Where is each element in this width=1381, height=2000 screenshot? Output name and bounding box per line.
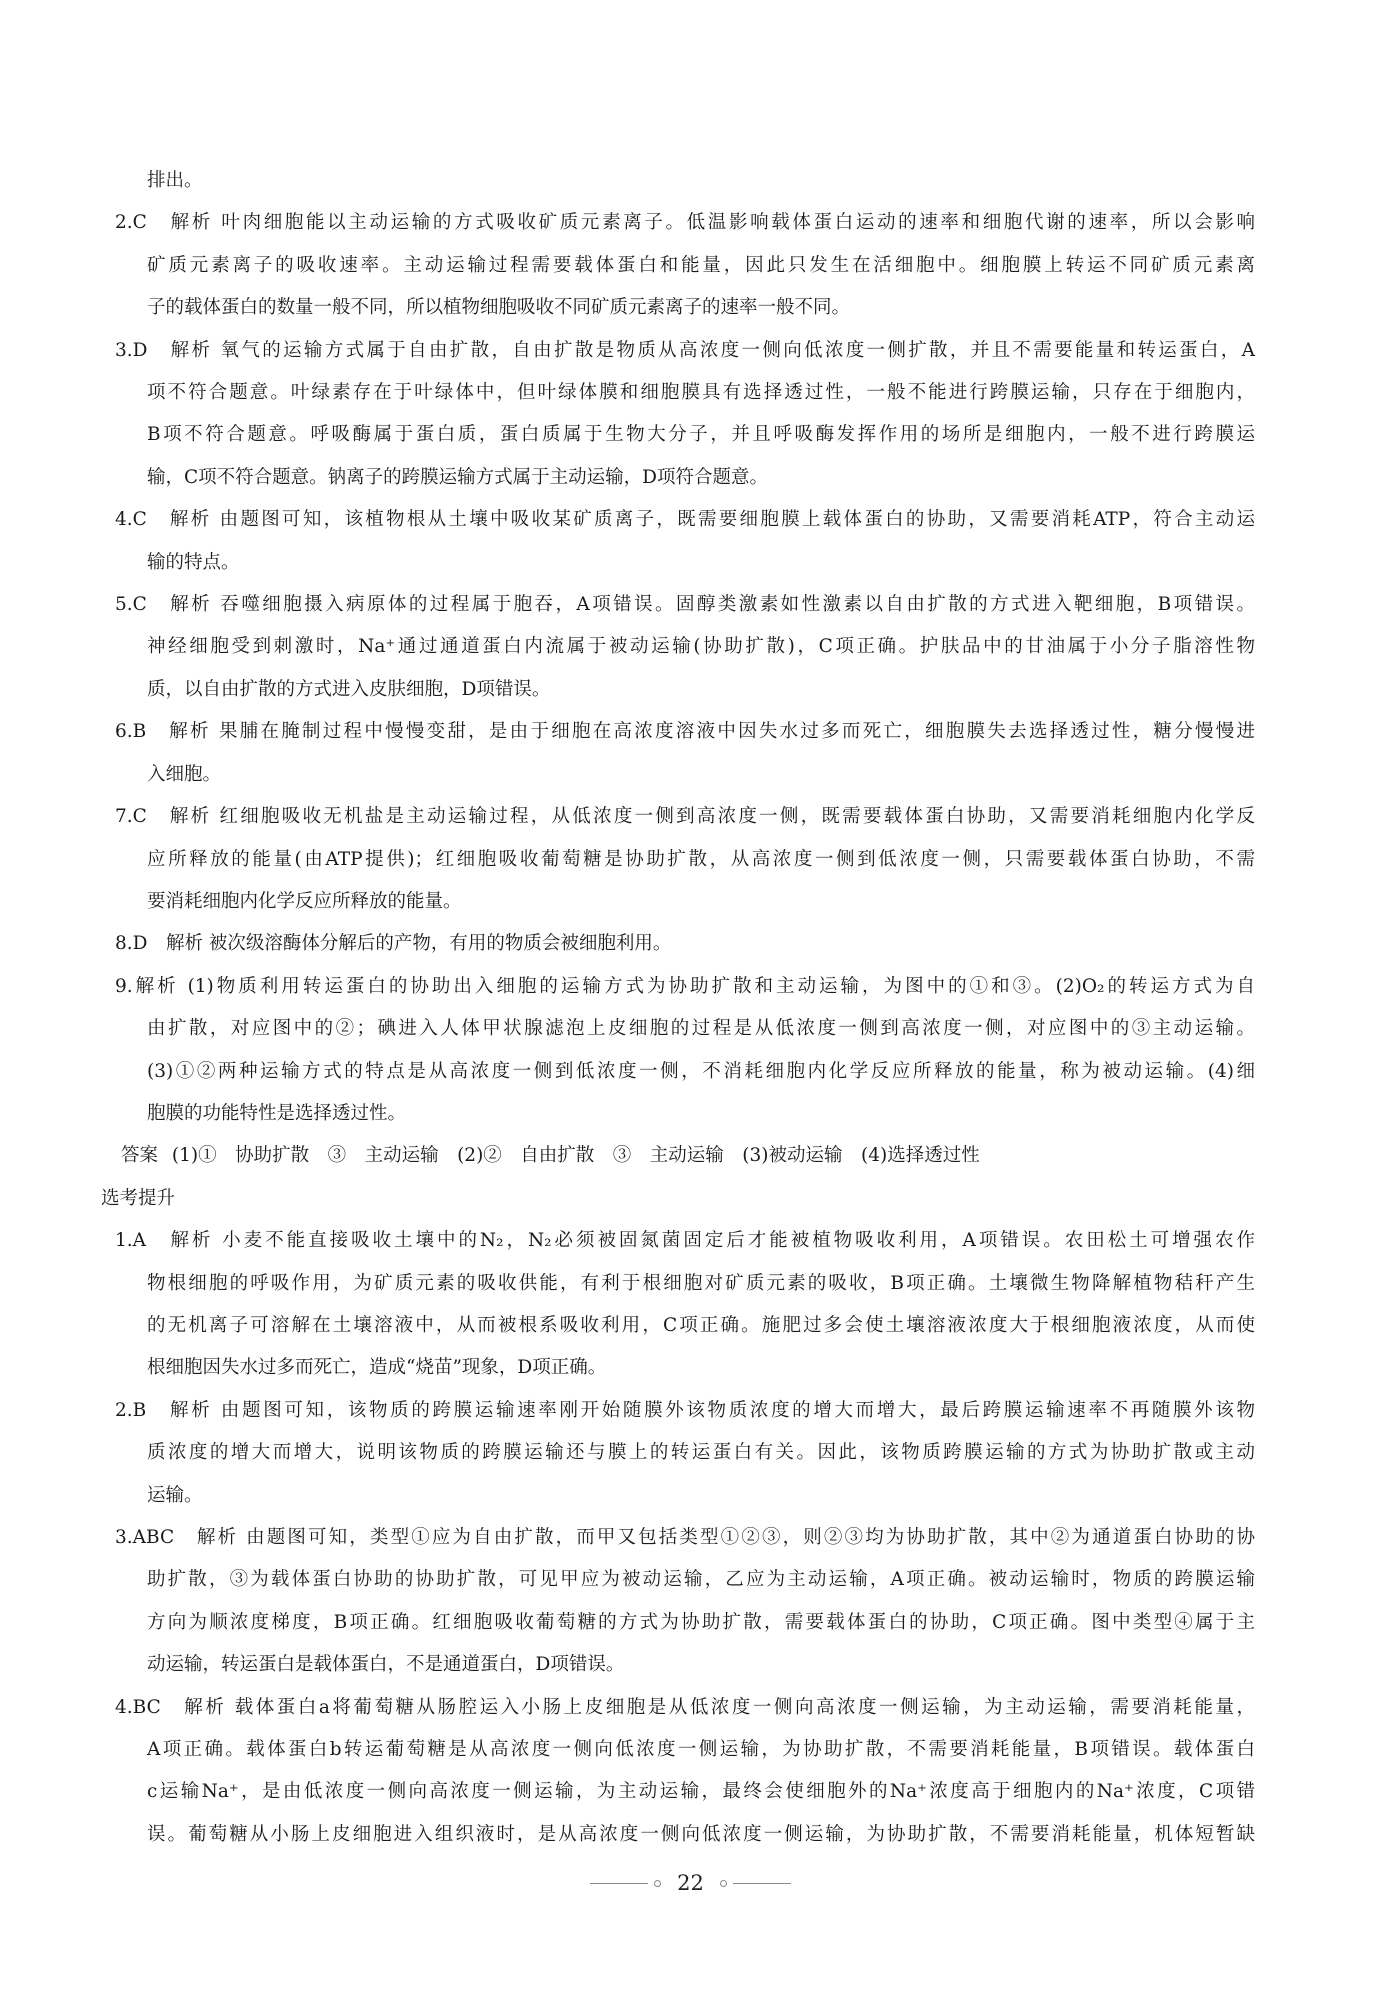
text-line: 项不符合题意。叶绿素存在于叶绿体中，但叶绿体膜和细胞膜具有选择透过性，一般不能进行跨膜运输，只存在于细胞内， xyxy=(147,382,1255,404)
text-line: 助扩散，③为载体蛋白协助的协助扩散，可见甲应为被动运输，乙应为主动运输，A项正确。被动运输时，物质的跨膜运输 xyxy=(147,1569,1255,1591)
text-line: (3)①②两种运输方式的特点是从高浓度一侧到低浓度一侧，不消耗细胞内化学反应所释放的能量，称为被动运输。(4)细 xyxy=(147,1060,1255,1082)
footer-ornament-left xyxy=(590,1880,661,1887)
text-line: 9.解析 (1)物质利用转运蛋白的协助出入细胞的运输方式为协助扩散和主动运输，为图中的①和③。(2)O₂的转运方式为自 xyxy=(115,975,1255,997)
text-line: 输，C项不符合题意。钠离子的跨膜运输方式属于主动运输，D项符合题意。 xyxy=(147,466,768,488)
text-line: A项正确。载体蛋白b转运葡萄糖是从高浓度一侧向低浓度一侧运输，为协助扩散，不需要消耗能量，B项错误。载体蛋白 xyxy=(147,1739,1255,1761)
footer-ornament-right xyxy=(720,1880,791,1887)
text-line: 4.C 解析 由题图可知，该植物根从土壤中吸收某矿质离子，既需要细胞膜上载体蛋白的协助，又需要消耗ATP，符合主动运 xyxy=(115,509,1255,531)
text-line: 3.ABC 解析 由题图可知，类型①应为自由扩散，而甲又包括类型①②③，则②③均为协助扩散，其中②为通道蛋白协助的协 xyxy=(115,1527,1255,1548)
text-line: 3.D 解析 氧气的运输方式属于自由扩散，自由扩散是物质从高浓度一侧向低浓度一侧扩散，并且不需要能量和转运蛋白，A xyxy=(115,339,1255,361)
text-line: 神经细胞受到刺激时，Na⁺通过通道蛋白内流属于被动运输(协助扩散)，C项正确。护肤品中的甘油属于小分子脂溶性物 xyxy=(147,636,1255,658)
text-line: 的无机离子可溶解在土壤溶液中，从而被根系吸收利用，C项正确。施肥过多会使土壤溶液浓度大于根细胞液浓度，从而使 xyxy=(147,1314,1255,1336)
text-line: 2.C 解析 叶肉细胞能以主动运输的方式吸收矿质元素离子。低温影响载体蛋白运动的速率和细胞代谢的速率，所以会影响 xyxy=(115,212,1255,234)
text-line: 由扩散，对应图中的②；碘进入人体甲状腺滤泡上皮细胞的过程是从低浓度一侧到高浓度一侧，对应图中的③主动运输。 xyxy=(147,1018,1255,1040)
text-line: 质，以自由扩散的方式进入皮肤细胞，D项错误。 xyxy=(147,678,551,700)
section-heading: 选考提升 xyxy=(101,1187,176,1209)
text-line: 动运输，转运蛋白是载体蛋白，不是通道蛋白，D项错误。 xyxy=(147,1654,625,1676)
text-line: 5.C 解析 吞噬细胞摄入病原体的过程属于胞吞，A项错误。固醇类激素如性激素以自由扩散的方式进入靶细胞，B项错误。 xyxy=(115,594,1255,616)
page-number: 22 xyxy=(677,1871,704,1895)
page-footer xyxy=(0,1868,1381,1898)
text-line: 1.A 解析 小麦不能直接吸收土壤中的N₂，N₂必须被固氮菌固定后才能被植物吸收利用，A项错误。农田松土可增强农作 xyxy=(115,1230,1255,1252)
text-line: 根细胞因失水过多而死亡，造成“烧苗”现象，D项正确。 xyxy=(147,1357,607,1379)
text-line: 4.BC 解析 载体蛋白a将葡萄糖从肠腔运入小肠上皮细胞是从低浓度一侧向高浓度一侧运输，为主动运输，需要消耗能量， xyxy=(115,1696,1255,1718)
text-line: B项不符合题意。呼吸酶属于蛋白质，蛋白质属于生物大分子，并且呼吸酶发挥作用的场所是细胞内，一般不进行跨膜运 xyxy=(147,424,1255,446)
text-line: c运输Na⁺，是由低浓度一侧向高浓度一侧运输，为主动运输，最终会使细胞外的Na⁺浓度高于细胞内的Na⁺浓度，C项错 xyxy=(147,1781,1255,1803)
text-line: 子的载体蛋白的数量一般不同，所以植物细胞吸收不同矿质元素离子的速率一般不同。 xyxy=(147,297,851,319)
text-line: 矿质元素离子的吸收速率。主动运输过程需要载体蛋白和能量，因此只发生在活细胞中。细胞膜上转运不同矿质元素离 xyxy=(147,254,1255,276)
text-line: 质浓度的增大而增大，说明该物质的跨膜运输还与膜上的转运蛋白有关。因此，该物质跨膜运输的方式为协助扩散或主动 xyxy=(147,1442,1255,1464)
text-line: 2.B 解析 由题图可知，该物质的跨膜运输速率刚开始随膜外该物质浓度的增大而增大，最后跨膜运输速率不再随膜外该物 xyxy=(115,1399,1255,1421)
text-line: 8.D 解析 被次级溶酶体分解后的产物，有用的物质会被细胞利用。 xyxy=(115,933,672,955)
text-line: 运输。 xyxy=(147,1484,203,1506)
text-line: 方向为顺浓度梯度，B项正确。红细胞吸收葡萄糖的方式为协助扩散，需要载体蛋白的协助，C项正确。图中类型④属于主 xyxy=(147,1611,1255,1633)
answer-line: 答案 (1)① 协助扩散 ③ 主动运输 (2)② 自由扩散 ③ 主动运输 (3)被动运输 (4)选择透过性 xyxy=(121,1145,980,1167)
text-line: 输的特点。 xyxy=(147,551,240,573)
text-line: 要消耗细胞内化学反应所释放的能量。 xyxy=(147,890,462,912)
text-line: 6.B 解析 果脯在腌制过程中慢慢变甜，是由于细胞在高浓度溶液中因失水过多而死亡，细胞膜失去选择透过性，糖分慢慢进 xyxy=(115,721,1255,743)
text-line: 误。葡萄糖从小肠上皮细胞进入组织液时，是从高浓度一侧向低浓度一侧运输，为协助扩散，不需要消耗能量，机体短暂缺 xyxy=(147,1823,1255,1845)
text-line: 入细胞。 xyxy=(147,763,222,785)
answer-page-body xyxy=(101,160,1255,1856)
text-line: 排出。 xyxy=(147,170,203,191)
text-line: 应所释放的能量(由ATP提供)；红细胞吸收葡萄糖是协助扩散，从高浓度一侧到低浓度一侧，只需要载体蛋白协助，不需 xyxy=(147,848,1255,870)
text-line: 物根细胞的呼吸作用，为矿质元素的吸收供能，有利于根细胞对矿质元素的吸收，B项正确。土壤微生物降解植物秸秆产生 xyxy=(147,1272,1255,1294)
text-line: 胞膜的功能特性是选择透过性。 xyxy=(147,1102,407,1124)
text-line: 7.C 解析 红细胞吸收无机盐是主动运输过程，从低浓度一侧到高浓度一侧，既需要载体蛋白协助，又需要消耗细胞内化学反 xyxy=(115,806,1255,828)
